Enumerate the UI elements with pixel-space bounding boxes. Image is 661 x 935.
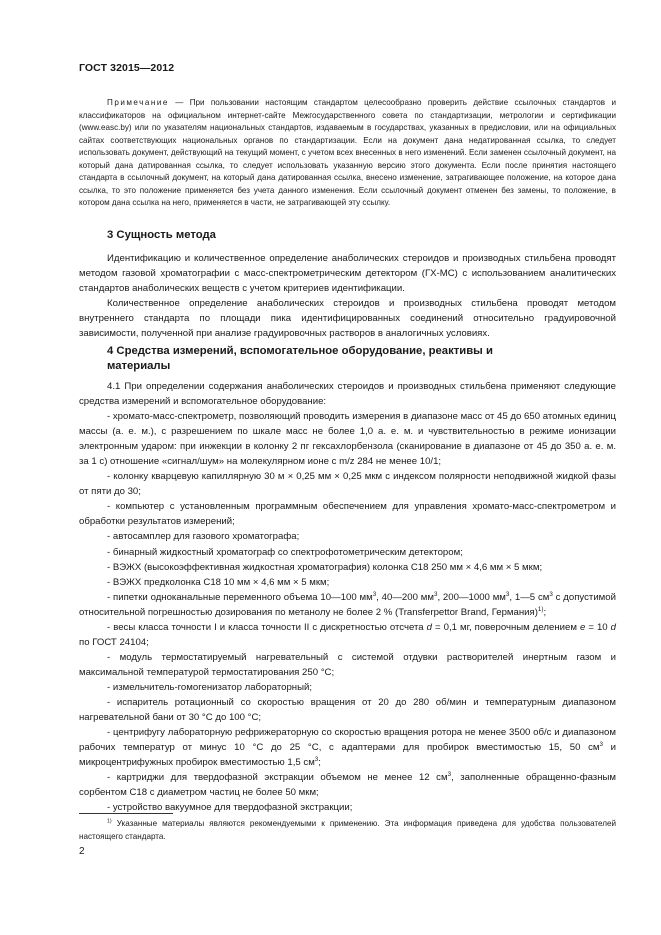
- note-text: — При пользовании настоящим стандартом целесообразно проверить действие ссылочных стандартов и классификаторов на официальном интернет-сайте Межгосударственного совета по стандартизации, метрологии и сертификации (www.easc.by) или по указателям национальных стандартов, издаваемым в государствах, указанных в предисловии, или на официальных сайтах соответствующих национальных органов по стандартизации. Если на документ дана недатированная ссылка, то следует использовать документ, действующий на текущий момент, с учетом всех внесенных в него изменений. Если заменен ссылочный документ, на который дана датированная ссылка, то следует использовать указанную версию этого документа. Если после принятия настоящего стандарта в ссылочный документ, на который дана датированная ссылка, внесено изменение, затрагивающее положение, на которое дана ссылка, то это положение применяется без учета данного изменения. Если ссылочный документ отменен без замены, то положение, в котором дана ссылка на него, применяется в части, не затрагивающей эту ссылку.: [79, 98, 616, 208]
- section-3-title: 3 Сущность метода: [107, 229, 216, 241]
- list-item-centrifuge: - центрифугу лабораторную рефрижераторную со скоростью вращения ротора не менее 3500 об/с и диапазоном рабочих температур от минус 10 °С до 25 °С, с адаптерами для пробирок вместимостью 15, 50 $см^3$ и микроцентрифужных пробирок вместимостью 1,5 $см^3$;: [79, 727, 616, 769]
- list-item-liquid-chromatograph: - бинарный жидкостный хроматограф со спектрофотометрическим детектором;: [107, 546, 463, 558]
- footnote-marker: 1): [107, 818, 112, 825]
- list-item-autosampler: - автосамплер для газового хроматографа;: [107, 531, 300, 543]
- reference-note: [79, 97, 616, 210]
- document-code-header: ГОСТ 32015—2012: [79, 62, 175, 74]
- list-item-hplc-column: - ВЭЖХ (высокоэффективная жидкостная хроматография) колонка С18 250 мм × 4,6 мм × 5 мкм;: [107, 561, 543, 573]
- footnote-separator: [79, 813, 173, 814]
- footnote-reference: 1): [537, 605, 544, 613]
- note-label: Примечание: [107, 98, 169, 107]
- footnote-text: Указанные материалы являются рекомендуемыми к применению. Эта информация приведена для удобства пользователей настоящего стандарта.: [79, 819, 616, 841]
- list-item-hplc-precolumn: - ВЭЖХ предколонка С18 10 мм × 4,6 мм × 5 мкм;: [107, 576, 330, 588]
- footnote: [79, 818, 616, 843]
- list-item-capillary-column: - колонку кварцевую капиллярную 30 м × 0,25 мм × 0,25 мкм с индексом полярности неподвижной жидкой фазы от пяти до 30;: [79, 471, 616, 498]
- list-item-scales: - весы класса точности I и класса точности II с дискретностью отсчета d = 0,1 мг, поверочным делением е = 10 d по ГОСТ 24104;: [79, 621, 616, 648]
- list-item-spe-cartridges: - картриджи для твердофазной экстракции объемом не менее 12 $см^3$, заполненные обращенно-фазным сорбентом С18 с диаметром частиц не более 50 мкм;: [79, 771, 616, 799]
- section-4-title: 4 Средства измерений, вспомогательное оборудование, реактивы и материалы: [107, 345, 493, 372]
- list-item-rotary-evaporator: - испаритель ротационный со скоростью вращения от 20 до 280 об/мин и температурным диапазоном нагревательной бани от 30 °С до 100 °С;: [79, 696, 616, 724]
- list-item-homogenizer: - измельчитель-гомогенизатор лабораторный;: [107, 681, 313, 693]
- list-item-pipettes: - пипетки одноканальные переменного объема 10—100 $мм^3$, 40—200 $мм^3$, 200—1000 $мм^3$, 1—5 $см^3$ с допустимой относительной погрешностью дозирования по метанолу не более 2 % (Transferpettor Brand, Германия)$^{1)}$;: [79, 590, 616, 618]
- list-item-heating-module: - модуль термостатируемый нагревательный с системой отдувки растворителей инертным газом и максимальной температурой термостатирования 250 °С;: [79, 651, 616, 678]
- list-item-mass-spectrometer: - хромато-масс-спектрометр, позволяющий проводить измерения в диапазоне масс от 45 до 650 атомных единиц массы (а. е. м.), с разрешением по шкале масс не более 1,0 а. е. м. и чувствительностью в режиме ионизации электронным ударом: при инжекции в колонку 2 пг гексахлорбензола (сканирование в диапазоне от 45 до 350 а. е. м. за 1 с) отношение «сигнал/шум» на молекулярном ионе с m/z 284 не менее 10/1;: [79, 411, 616, 468]
- section-3-body: [79, 251, 616, 341]
- page-number: 2: [79, 846, 85, 857]
- section-3-paragraph-1: Идентификацию и количественное определение анаболических стероидов и производных стильбена проводят методом газовой хроматографии с масс-спектрометрическим детектором (ГХ-МС) с использованием аналитических стандартов анаболических веществ с учетом критериев идентификации.: [79, 253, 616, 295]
- section-4-intro: 4.1 При определении содержания анаболических стероидов и производных стильбена применяют следующие средства измерений и вспомогательное оборудование:: [79, 381, 616, 408]
- section-3-paragraph-2: Количественное определение анаболических стероидов и производных стильбена проводят методом внутреннего стандарта по площади пика идентифицированных соединений относительно градуировочной зависимости, полученной при анализе градуировочных растворов в аналогичных условиях.: [79, 298, 616, 340]
- list-item-computer: - компьютер с установленным программным обеспечением для управления хромато-масс-спектрометром и обработки результатов измерений;: [79, 501, 616, 528]
- list-item-vacuum-device: - устройство вакуумное для твердофазной экстракции;: [107, 802, 353, 814]
- section-4-body: [79, 379, 616, 815]
